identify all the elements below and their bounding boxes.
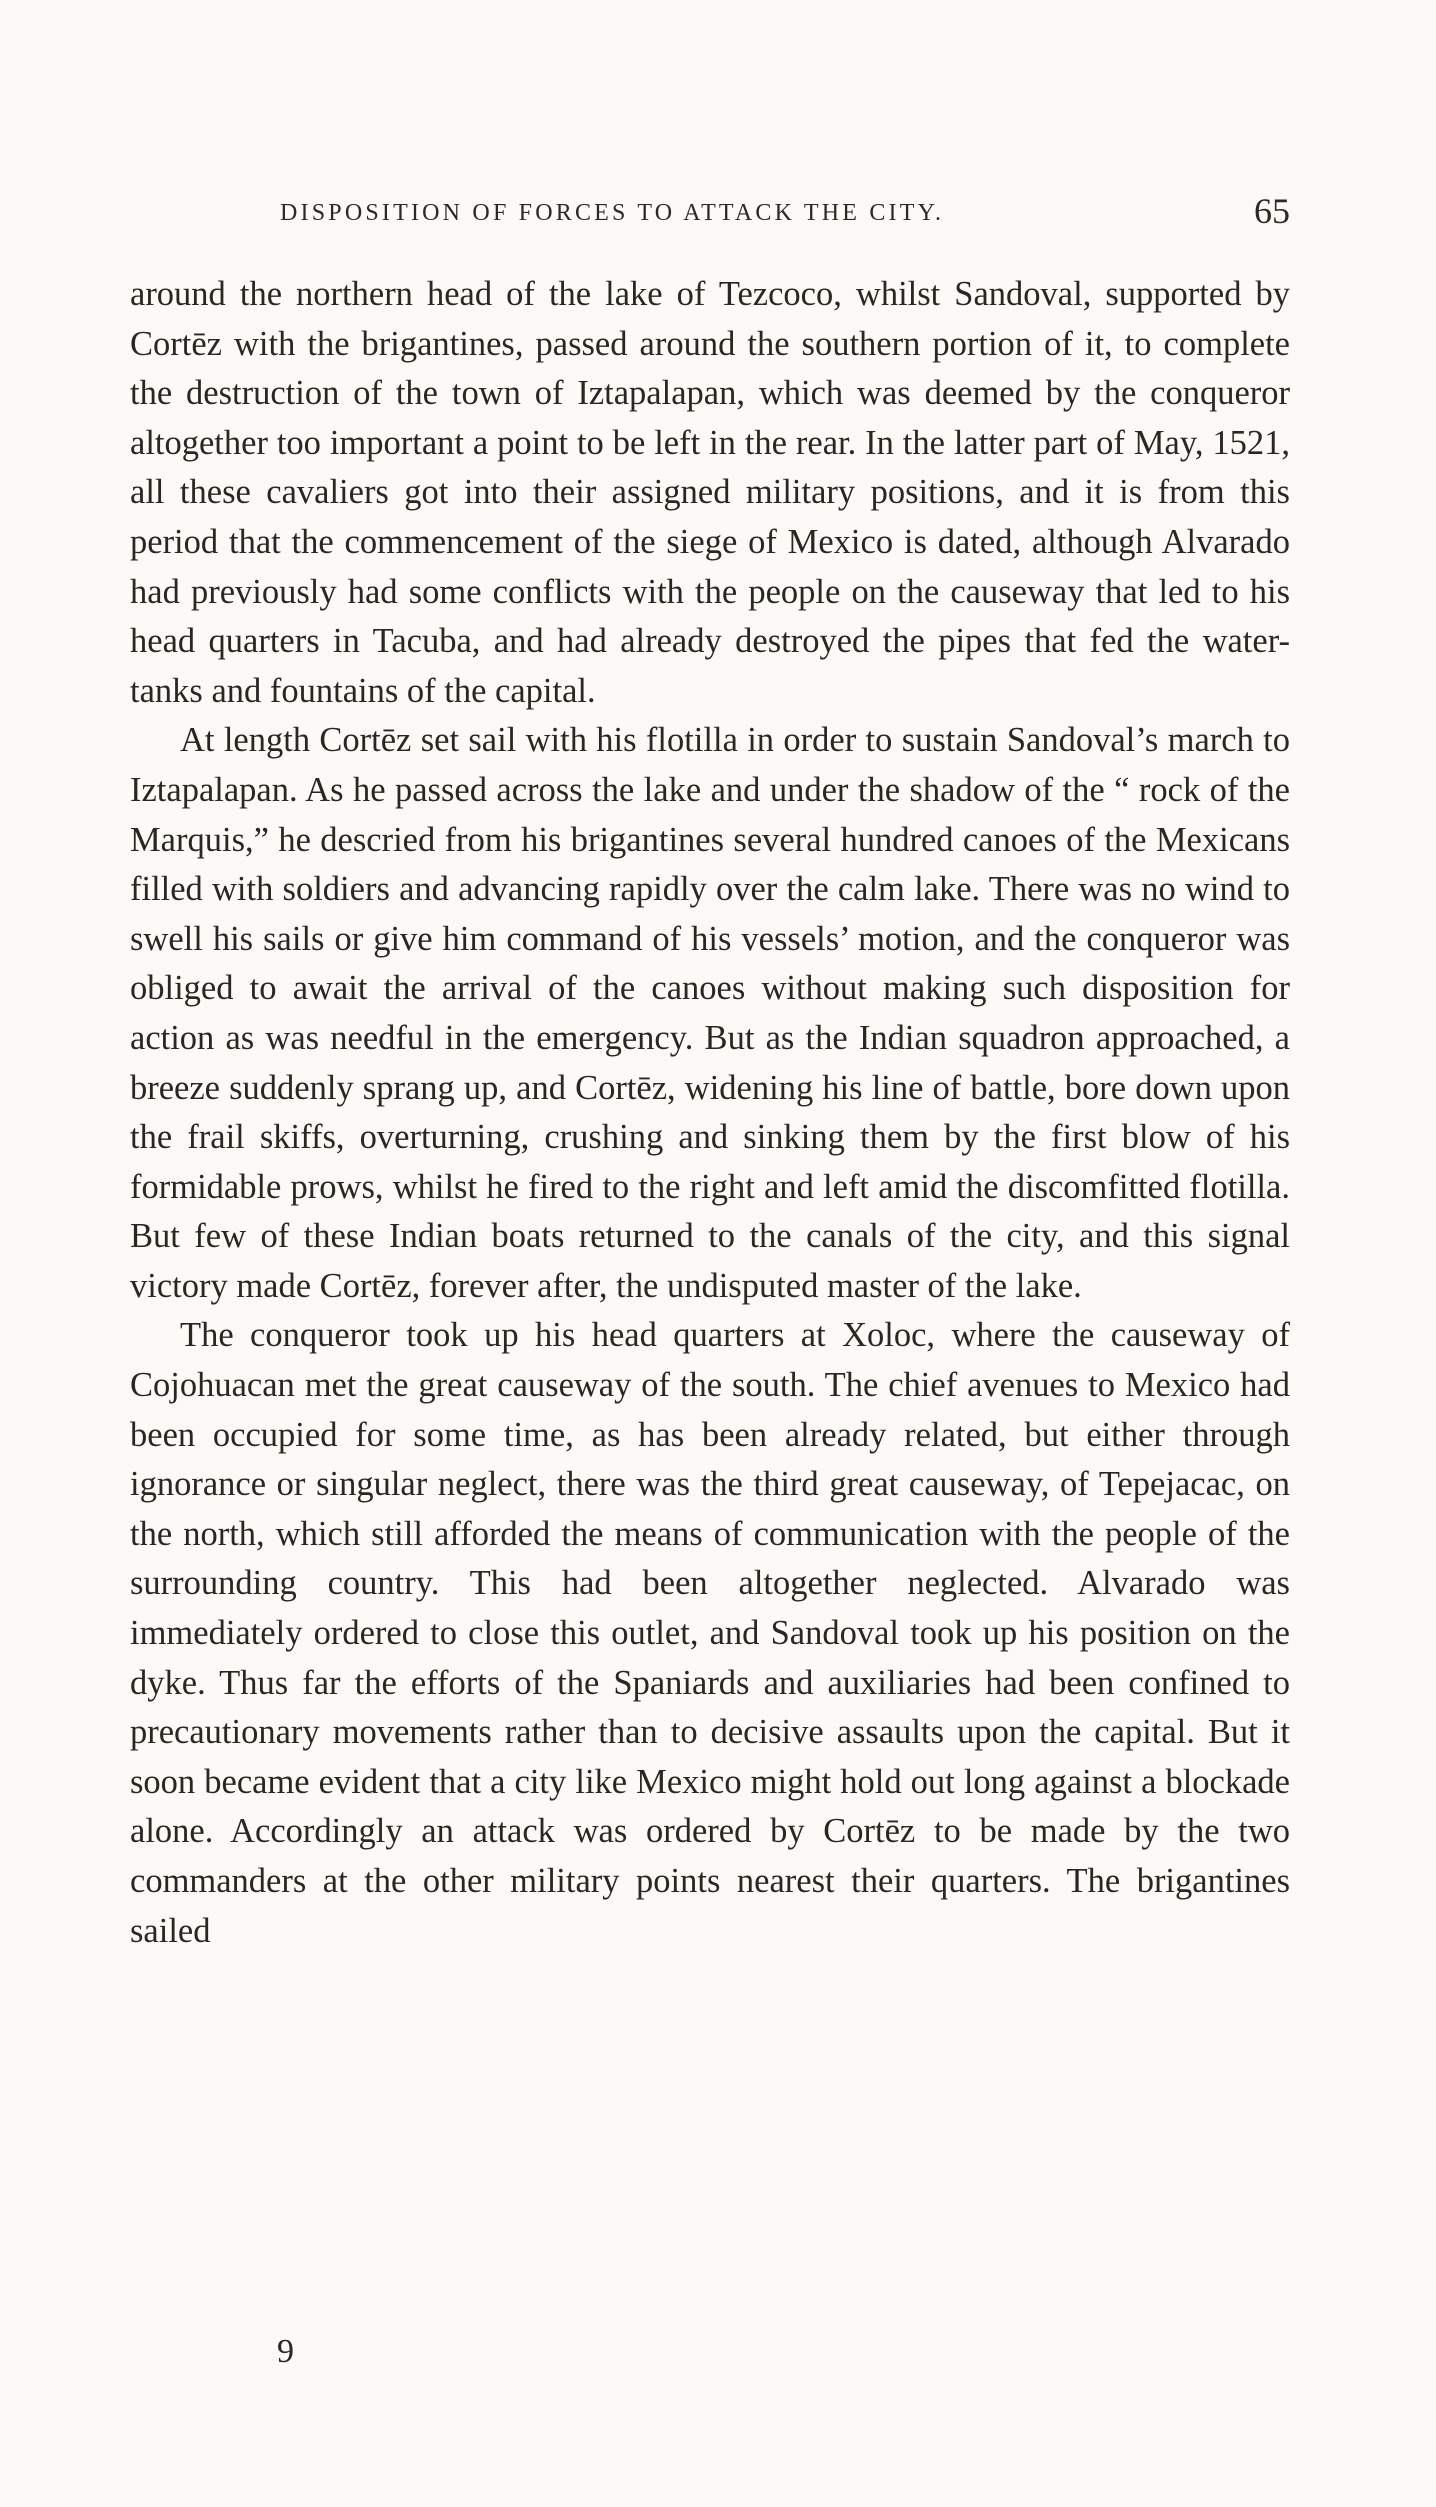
running-header xyxy=(130,190,1290,240)
paragraph-1: around the northern head of the lake of Tezcoco, whilst Sandoval, supported by Cortēz with the brigantines, passed around the southern portion of it, to complete the destruction of the town of Iztapalapan, which was deemed by the conqueror altogether too important a point to be left in the rear. In the latter part of May, 1521, all these cavaliers got into their assigned military positions, and it is from this period that the commencement of the siege of Mexico is dated, although Alvarado had previously had some conflicts with the people on the causeway that led to his head quarters in Tacuba, and had already destroyed the pipes that fed the water-tanks and fountains of the capital. xyxy=(130,275,1290,710)
paragraph-3: The conqueror took up his head quarters at Xoloc, where the causeway of Cojohuacan met the great causeway of the south. The chief avenues to Mexico had been occupied for some time, as has been already related, but either through ignorance or singular neglect, there was the third great causeway, of Tepejacac, on the north, which still afforded the means of communication with the people of the surrounding country. This had been altogether neglected. Alvarado was immediately ordered to close this outlet, and Sandoval took up his position on the dyke. Thus far the efforts of the Spaniards and auxiliaries had been confined to precautionary movements rather than to decisive assaults upon the capital. But it soon became evident that a city like Mexico might hold out long against a blockade alone. Accordingly an attack was ordered by Cortēz to be made by the two commanders at the other military points nearest their quarters. The brigantines sailed xyxy=(130,1316,1290,1950)
signature-mark: 9 xyxy=(277,2333,294,2370)
running-title: DISPOSITION OF FORCES TO ATTACK THE CITY. xyxy=(280,200,945,226)
body-text xyxy=(130,270,1290,1956)
page-number: 65 xyxy=(1254,191,1290,231)
paragraph-2: At length Cortēz set sail with his flotilla in order to sustain Sandoval’s march to Iztapalapan. As he passed across the lake and under the shadow of the “ rock of the Marquis,” he descried from his brigantines several hundred canoes of the Mexicans filled with soldiers and advancing rapidly over the calm lake. There was no wind to swell his sails or give him command of his vessels’ motion, and the conqueror was obliged to await the arrival of the canoes without making such disposition for action as was needful in the emergency. But as the Indian squadron approached, a breeze suddenly sprang up, and Cortēz, widening his line of battle, bore down upon the frail skiffs, overturning, crushing and sinking them by the first blow of his formidable prows, whilst he fired to the right and left amid the discomfitted flotilla. But few of these Indian boats returned to the canals of the city, and this signal victory made Cortēz, forever after, the undisputed master of the lake. xyxy=(130,721,1290,1305)
